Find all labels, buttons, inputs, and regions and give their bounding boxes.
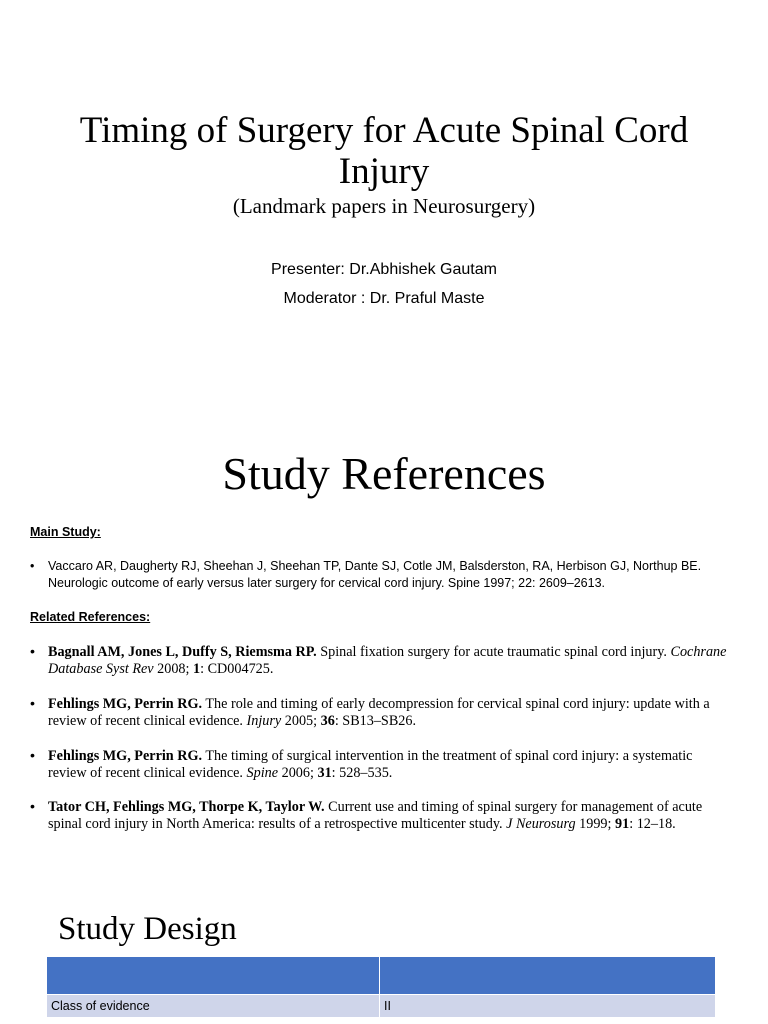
main-study-label: Main Study: (30, 525, 101, 539)
reference-pages: : SB13–SB26. (334, 713, 417, 729)
bullet-point: • (30, 748, 35, 764)
reference-authors: Tator CH, Fehlings MG, Thorpe K, Taylor W. (48, 799, 325, 815)
table-cell: II (380, 995, 716, 1018)
title-slide (0, 0, 768, 410)
reference-year: 2008; (153, 661, 194, 677)
reference-journal: Cochrane Database Syst Rev (48, 644, 727, 677)
moderator-line: Moderator : Dr. Praful Maste (283, 290, 485, 307)
table-header-row (47, 957, 716, 995)
presenter-line: Presenter: Dr.Abhishek Gautam (271, 261, 497, 278)
reference-text (48, 748, 730, 782)
reference-volume: 1 (193, 661, 201, 677)
bullet-point: • (30, 559, 35, 573)
presentation-title: Timing of Surgery for Acute Spinal Cord Injury (79, 110, 689, 192)
reference-text (48, 696, 730, 730)
table-cell: Class of evidence (47, 995, 380, 1018)
table-header-cell (380, 957, 716, 995)
reference-pages: : CD004725. (200, 661, 274, 677)
table-header-cell (47, 957, 380, 995)
references-slide (0, 410, 768, 880)
reference-volume: 36 (320, 713, 335, 729)
bullet-point: • (30, 644, 35, 660)
reference-journal: J Neurosurg (506, 816, 576, 832)
references-heading: Study References (222, 448, 546, 499)
reference-title: Spinal fixation surgery for acute traumatic spinal cord injury. (316, 644, 671, 660)
bullet-point: • (30, 799, 35, 815)
reference-authors: Fehlings MG, Perrin RG. (48, 696, 203, 712)
reference-text (48, 644, 730, 678)
reference-text: Vaccaro AR, Daugherty RJ, Sheehan J, Sheehan TP, Dante SJ, Cotle JM, Balsderston, RA, Herbison GJ, Northup BE. Neurologic outcome of early versus later surgery for cervical cord injury. Spine 1997; 22: 2609–2613. (48, 559, 702, 590)
reference-volume: 31 (317, 765, 332, 781)
reference-year: 2005; (281, 713, 321, 729)
presentation-subtitle: (Landmark papers in Neurosurgery) (232, 194, 536, 218)
study-design-heading: Study Design (58, 911, 237, 947)
reference-authors: Bagnall AM, Jones L, Duffy S, Riemsma RP. (48, 644, 317, 660)
reference-title: Current use and timing of spinal surgery for management of acute spinal cord injury in North America: results of a retrospective multicenter study. (48, 799, 703, 832)
study-design-slide (0, 880, 768, 1024)
reference-volume: 91 (615, 816, 630, 832)
reference-journal: Injury (246, 713, 282, 729)
reference-authors: Fehlings MG, Perrin RG. (48, 748, 203, 764)
reference-pages: : 12–18. (629, 816, 676, 832)
reference-title: The timing of surgical intervention in the treatment of spinal cord injury: a systematic review of recent clinical evidence. (48, 748, 693, 781)
reference-pages: : 528–535. (331, 765, 393, 781)
reference-year: 1999; (575, 816, 616, 832)
reference-journal: Spine (246, 765, 279, 781)
study-design-table (46, 956, 716, 1018)
reference-text (48, 799, 730, 833)
related-references-label: Related References: (30, 610, 151, 624)
reference-year: 2006; (278, 765, 318, 781)
reference-title: The role and timing of early decompression for cervical spinal cord injury: update with a review of recent clinical evidence. (48, 696, 710, 729)
bullet-point: • (30, 696, 35, 712)
table-row (47, 995, 716, 1018)
